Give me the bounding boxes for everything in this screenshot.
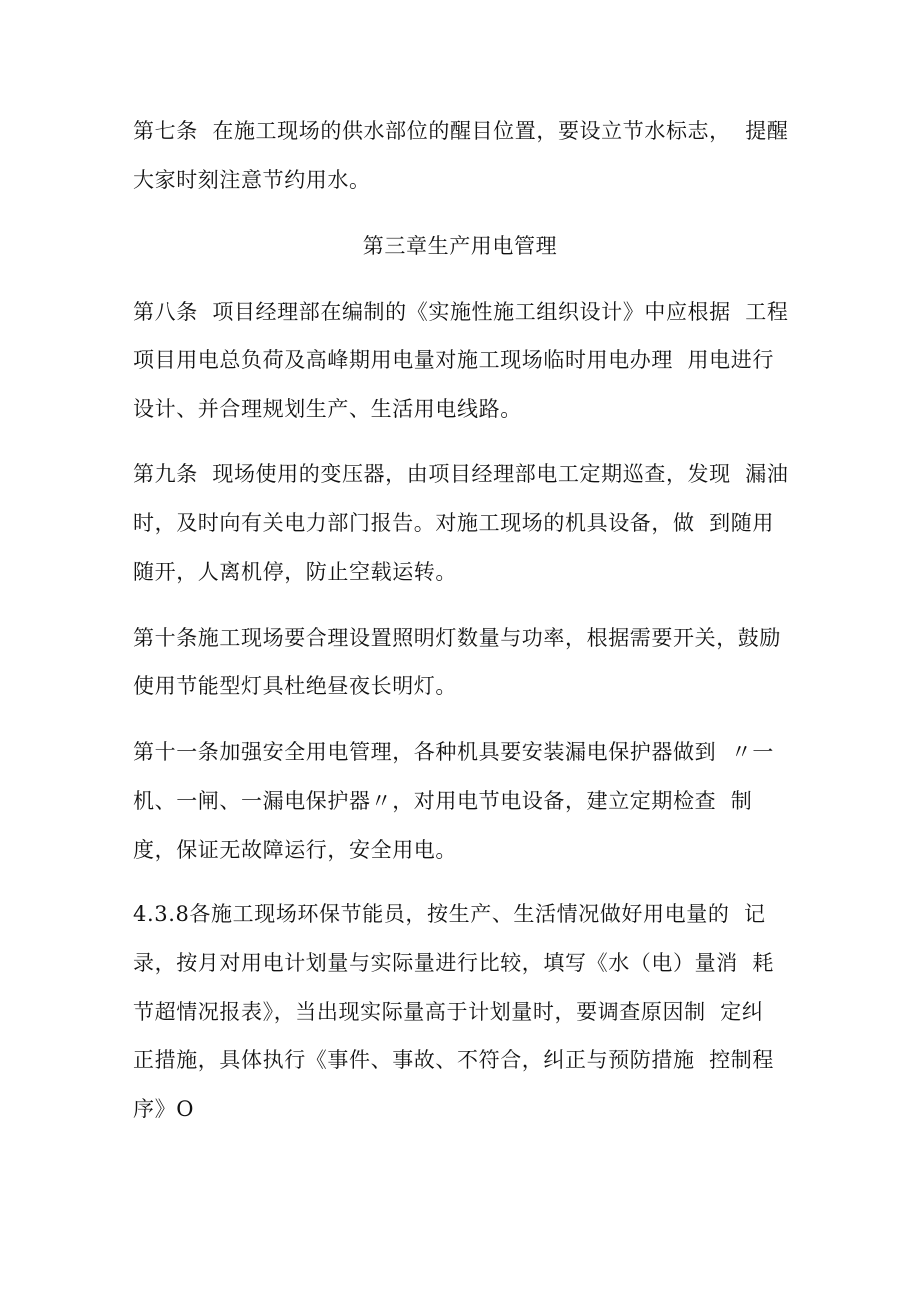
chapter-3-title: 第三章生产用电管理 [362,234,558,258]
article-9-line-3: 随开，人离机停，防止空载运转。 [133,560,457,584]
article-11-line-3: 度，保证无故障运行，安全用电。 [133,838,457,862]
section-4-3-8-line-5: 序》O [133,1097,195,1121]
article-11-line-1: 第十一条加强安全用电管理，各种机具要安装漏电保护器做到 〃一 [133,740,774,764]
article-7-line-1: 第七条 在施工现场的供水部位的醒目位置，要设立节水标志， 提醒 [133,119,789,143]
article-9-line-1: 第九条 现场使用的变压器，由项目经理部电工定期巡查，发现 漏油 [133,462,789,486]
article-8-line-3: 设计、并合理规划生产、生活用电线路。 [133,397,522,421]
article-10-line-1: 第十条施工现场要合理设置照明灯数量与功率，根据需要开关，鼓励 [133,626,781,650]
section-4-3-8-line-4: 正措施，具体执行《事件、事故、不符合，纠正与预防措施 控制程 [133,1048,774,1072]
section-4-3-8-line-3: 节超情况报表》，当出现实际量高于计划量时，要调查原因制 定纠 [133,1000,764,1024]
article-11-line-2: 机、一闸、一漏电保护器〃，对用电节电设备，建立定期检查 制 [133,789,753,813]
article-8-line-1: 第八条 项目经理部在编制的《实施性施工组织设计》中应根据 工程 [133,300,789,324]
article-7-line-2: 大家时刻注意节约用水。 [133,168,371,192]
section-4-3-8-line-2: 录，按月对用电计划量与实际量进行比较，填写《水（电）量消 耗 [133,951,774,975]
article-10-line-2: 使用节能型灯具杜绝昼夜长明灯。 [133,674,457,698]
article-8-line-2: 项目用电总负荷及高峰期用电量对施工现场临时用电办理 用电进行 [133,348,774,372]
article-9-line-2: 时，及时向有关电力部门报告。对施工现场的机具设备，做 到随用 [133,511,774,535]
section-4-3-8-line-1: 4.3.8各施工现场环保节能员，按生产、生活情况做好用电量的 记 [133,902,766,926]
